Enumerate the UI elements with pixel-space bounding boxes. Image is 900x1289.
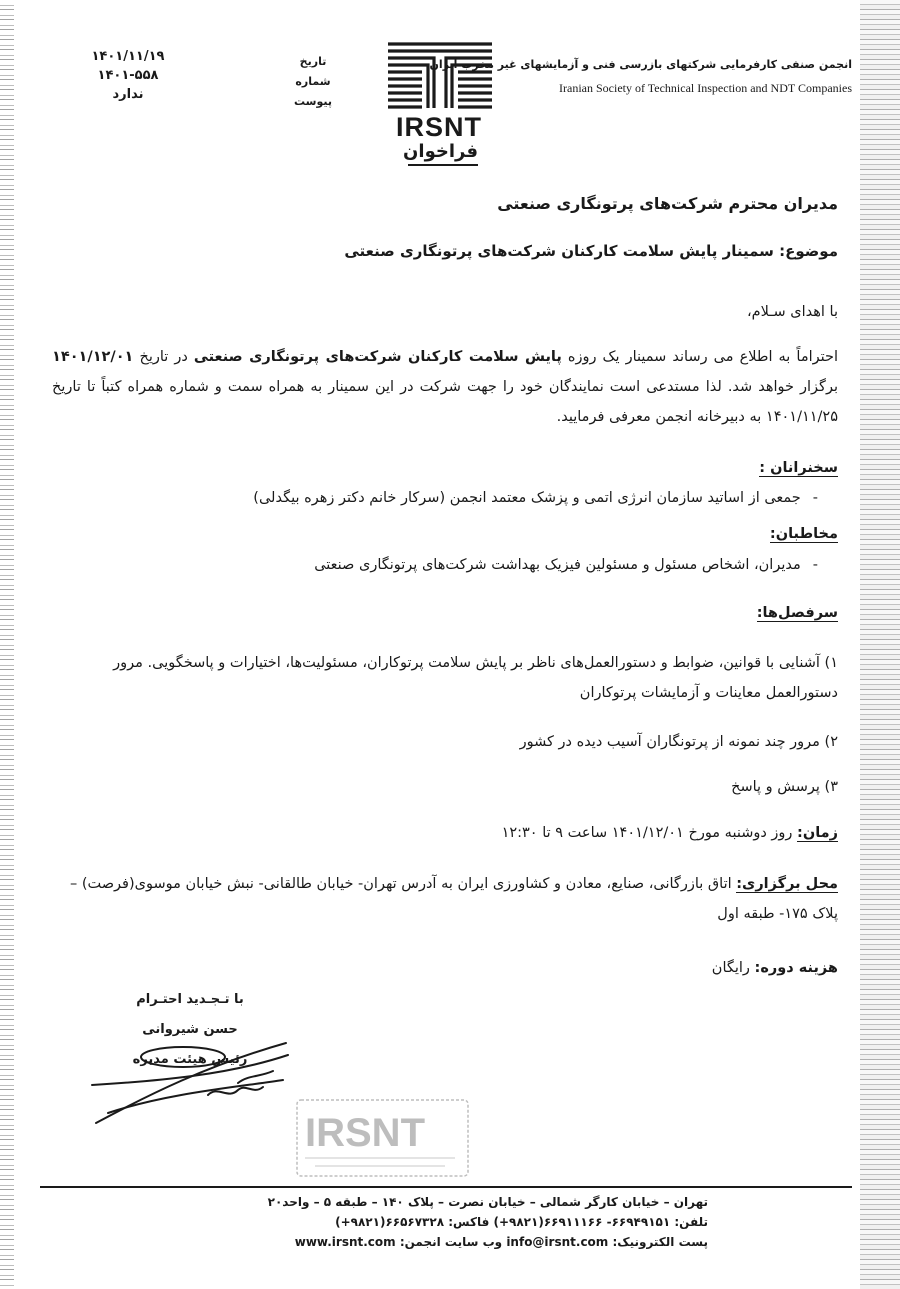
document-type-title: فراخوان xyxy=(408,140,478,166)
number-value: ۱۴۰۱-۵۵۸ xyxy=(97,68,159,83)
bullet-dash: - xyxy=(812,557,818,573)
body-text-2: در تاریخ xyxy=(133,349,194,365)
seminar-name: پایش سلامت کارکنان شرکت‌های پرتونگاری صنعتی xyxy=(193,349,562,365)
fee-label: هزینه دوره: xyxy=(754,960,838,976)
footer-address: تهران – خیابان کارگر شمالی – خیابان نصرت – پلاک ۱۴۰ – طبقه ۵ – واحد۲۰ xyxy=(267,1195,708,1209)
footer-email: پست الکترونیک: info@irsnt.com وب سایت انجمن: www.irsnt.com xyxy=(294,1235,708,1249)
organization-stamp-icon xyxy=(295,1098,470,1178)
subject-label: موضوع: xyxy=(779,242,838,260)
time-line xyxy=(52,818,838,848)
topic-1: ۱) آشنایی با قوانین، ضوابط و دستورالعمل‌های ناظر بر پایش سلامت پرتوکاران، مسئولیت‌ها، اختیارات و پاسخگویی. مرور دستورالعمل معاینات و آزمایشات پرتوکاران xyxy=(113,655,838,701)
speakers-text: جمعی از اساتید سازمان انرژی اتمی و پزشک معتمد انجمن (سرکار خانم دکتر زهره بیگدلی) xyxy=(253,490,801,506)
meta-labels xyxy=(282,52,344,112)
venue-label: محل برگزاری: xyxy=(736,876,838,892)
logo-text: IRSNT xyxy=(396,112,482,142)
time-text: روز دوشنبه مورخ ۱۴۰۱/۱۲/۰۱ ساعت ۹ تا ۱۲:۳۰ xyxy=(501,825,798,841)
time-label: زمان: xyxy=(797,825,838,841)
audience-heading xyxy=(52,519,838,549)
footer-divider xyxy=(40,1186,852,1188)
subject-line xyxy=(52,236,838,266)
footer-phone: تلفن: ۶۶۹۴۹۱۵۱- ۶۶۹۱۱۱۶۶(۹۸۲۱+) فاکس: ۶۶۵۶۷۳۲۸(۹۸۲۱+) xyxy=(335,1215,708,1229)
footer xyxy=(230,1192,708,1252)
date-value: ۱۴۰۱/۱۱/۱۹ xyxy=(91,49,165,64)
venue-line xyxy=(52,869,838,929)
signer-title: رئیس هیئت مدیره xyxy=(132,1052,248,1067)
recipient: مدیران محترم شرکت‌های پرتونگاری صنعتی xyxy=(497,194,838,213)
signer-name: حسن شیروانی xyxy=(142,1022,238,1037)
attachment-value: ندارد xyxy=(112,87,144,102)
org-name-english: Iranian Society of Technical Inspection and NDT Companies xyxy=(559,81,852,95)
audience-text: مدیران، اشخاص مسئول و مسئولین فیزیک بهداشت شرکت‌های پرتونگاری صنعتی xyxy=(314,557,801,573)
bullet-dash: - xyxy=(812,490,818,506)
number-label: شماره xyxy=(295,75,331,88)
topics-heading xyxy=(52,598,838,628)
body-paragraph xyxy=(52,342,838,432)
audience-label: مخاطبان: xyxy=(769,526,838,542)
speakers-heading xyxy=(52,453,838,483)
handwritten-signature xyxy=(88,1035,293,1130)
date-label: تاریخ xyxy=(299,55,327,68)
audience-item xyxy=(52,550,818,580)
speakers-item xyxy=(52,483,818,513)
meta-values xyxy=(78,47,178,104)
attachment-label: پیوست xyxy=(294,95,332,108)
subject-text: سمینار پایش سلامت کارکنان شرکت‌های پرتونگاری صنعتی xyxy=(344,242,774,260)
seminar-date: ۱۴۰۱/۱۲/۰۱ xyxy=(52,349,134,365)
fee-text: رایگان xyxy=(711,960,755,976)
body-text-3: برگزار خواهد شد. لذا مستدعی است نمایندگان خود را جهت شرکت در این سمینار به همراه سمت و شماره همراه کتباً تا تاریخ ۱۴۰۱/۱۱/۲۵ به دبیرخانه انجمن معرفی فرمایید. xyxy=(52,379,838,425)
body-text-1: احتراماً به اطلاع می رساند سمینار یک روزه xyxy=(561,349,838,365)
topic-2: ۲) مرور چند نمونه از پرتونگاران آسیب دیده در کشور xyxy=(519,734,838,750)
org-name-persian: انجمن صنفی کارفرمایی شرکتهای بازرسی فنی و آزمایشهای غیر مخرب ایران xyxy=(429,58,852,71)
svg-text:IRSNT: IRSNT xyxy=(305,1111,425,1155)
venue-text: اتاق بازرگانی، صنایع، معادن و کشاورزی ایران به آدرس تهران- خیابان طالقانی- نبش خیابان موسوی(فرصت) – پلاک ۱۷۵- طبقه اول xyxy=(69,876,838,922)
scan-edge-right xyxy=(860,0,900,1289)
greeting: با اهدای سـلام، xyxy=(746,304,838,320)
scan-edge-left xyxy=(0,0,14,1289)
topics-label: سرفصل‌ها: xyxy=(756,605,838,621)
closing-text: با تـجـدید احتـرام xyxy=(136,992,244,1007)
speakers-label: سخنرانان : xyxy=(759,460,838,476)
fee-line xyxy=(52,953,838,983)
topic-3: ۳) پرسش و پاسخ xyxy=(731,779,838,795)
